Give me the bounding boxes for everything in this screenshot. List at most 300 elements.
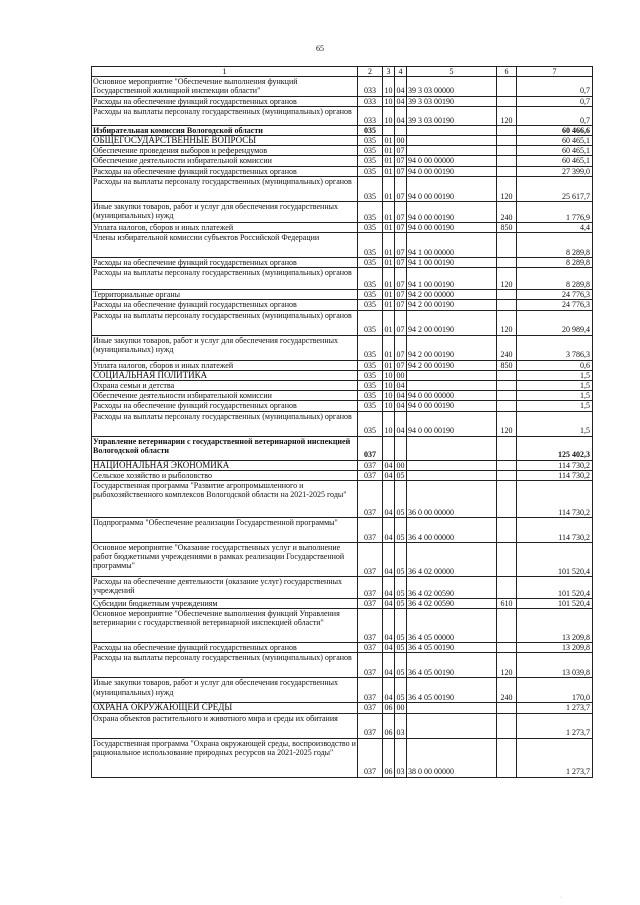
cell-c3: 04	[383, 653, 395, 678]
cell-c2: 037	[358, 518, 383, 543]
cell-c3: 01	[384, 258, 393, 268]
cell-c4: 07	[395, 201, 407, 222]
cell-c2: 037	[358, 577, 383, 599]
cell-name: Территориальные органы	[92, 290, 358, 300]
cell-c3: 04	[384, 643, 393, 653]
cell-name: Иные закупки товаров, работ и услуг для обеспечения государственных (муниципальных) нужд	[92, 678, 358, 703]
cell-c5: 39 3 03 00190	[407, 106, 497, 125]
cell-name: Основное мероприятие "Обеспечение выполнения функций Управления ветеринарии с государственной ветеринарной инспекцией области"	[92, 609, 358, 643]
cell-c3: 10	[384, 370, 393, 380]
cell-c7: 1 273,7	[517, 703, 593, 713]
cell-c5: 94 0 00 00190	[407, 176, 497, 201]
cell-c4: 05	[395, 653, 407, 678]
cell-c7: 114 730,2	[517, 460, 593, 470]
cell-c6: 120	[497, 176, 517, 201]
cell-c3	[383, 436, 395, 460]
cell-c4: 05	[395, 678, 407, 703]
cell-c3: 10	[383, 411, 395, 436]
table-row	[92, 577, 593, 599]
cell-name: Расходы на выплаты персоналу государственных (муниципальных) органов	[92, 268, 358, 290]
cell-c6: 120	[497, 268, 517, 290]
cell-c3: 01	[384, 156, 393, 166]
cell-c4: 03	[395, 713, 407, 738]
cell-c7: 101 520,4	[517, 543, 593, 577]
cell-name: Уплата налогов, сборов и иных платежей	[92, 360, 358, 370]
cell-c4: 05	[395, 543, 407, 577]
cell-name: СОЦИАЛЬНАЯ ПОЛИТИКА	[92, 370, 358, 380]
table-row	[92, 136, 593, 146]
cell-c3: 04	[383, 678, 395, 703]
cell-c5: 94 2 00 00190	[407, 310, 497, 335]
table-row	[92, 233, 593, 258]
cell-c5: 36 4 02 00000	[407, 543, 497, 577]
cell-c7: 60 465,1	[517, 156, 593, 166]
cell-c2: 037	[358, 703, 383, 713]
cell-c6	[497, 577, 517, 599]
cell-c5: 36 4 02 00590	[407, 599, 497, 609]
cell-c5	[407, 713, 497, 738]
cell-c7: 27 399,0	[517, 166, 593, 176]
cell-name: НАЦИОНАЛЬНАЯ ЭКОНОМИКА	[92, 460, 358, 470]
cell-c3: 06	[383, 713, 395, 738]
cell-c6: 610	[497, 599, 517, 609]
table-row	[92, 335, 593, 360]
cell-c6: 120	[497, 411, 517, 436]
cell-c4: 05	[396, 599, 405, 609]
cell-c2: 035	[358, 268, 383, 290]
cell-c4: 04	[396, 96, 405, 106]
table-row	[92, 391, 593, 401]
cell-c4: 05	[396, 643, 405, 653]
cell-c6	[497, 290, 517, 300]
cell-c2: 033	[358, 106, 383, 125]
cell-name: Расходы на выплаты персоналу государственных (муниципальных) органов	[92, 653, 358, 678]
cell-name: Основное мероприятие "Оказание государственных услуг и выполнение работ бюджетными учреждениями в рамках реализации Государственной программы"	[92, 543, 358, 577]
table-row	[92, 599, 593, 609]
cell-c3: 04	[384, 470, 393, 480]
cell-c3: 10	[384, 381, 393, 391]
cell-c6	[497, 136, 517, 146]
cell-c6	[497, 436, 517, 460]
cell-c5	[407, 436, 497, 460]
cell-name: Расходы на выплаты персоналу государственных (муниципальных) органов	[92, 176, 358, 201]
cell-c2: 035	[358, 300, 383, 310]
table-row	[92, 609, 593, 643]
cell-c5: 94 0 00 00190	[407, 222, 497, 232]
cell-c6: 240	[497, 678, 517, 703]
cell-c2: 037	[358, 738, 383, 777]
table-row	[92, 125, 593, 135]
table-body	[92, 77, 593, 777]
cell-c2: 035	[358, 136, 383, 146]
page-mark: ·	[560, 895, 562, 901]
cell-c6	[497, 518, 517, 543]
cell-c7: 0,7	[517, 77, 593, 96]
cell-c5: 94 0 00 00190	[407, 201, 497, 222]
cell-c5: 39 3 03 00190	[407, 96, 497, 106]
cell-c2: 033	[358, 77, 383, 96]
cell-c3: 06	[384, 703, 393, 713]
cell-name: Расходы на выплаты персоналу государственных (муниципальных) органов	[92, 411, 358, 436]
cell-c4: 05	[395, 577, 407, 599]
cell-c4: 05	[395, 609, 407, 643]
cell-c7: 1,5	[517, 381, 593, 391]
cell-c4: 07	[396, 156, 405, 166]
cell-c7: 13 039,8	[517, 653, 593, 678]
cell-c2: 037	[358, 599, 383, 609]
cell-c5	[407, 146, 497, 156]
header-cell-1: 1	[92, 67, 358, 77]
cell-c6: 120	[497, 653, 517, 678]
cell-c6	[497, 609, 517, 643]
table-row	[92, 166, 593, 176]
cell-c2: 035	[358, 401, 383, 411]
cell-c2: 033	[358, 96, 383, 106]
cell-c7: 114 730,2	[517, 470, 593, 480]
cell-c5: 94 2 00 00000	[407, 290, 497, 300]
cell-name: Иные закупки товаров, работ и услуг для обеспечения государственных (муниципальных) нужд	[92, 201, 358, 222]
cell-c5: 36 4 05 00190	[407, 643, 497, 653]
cell-c4: 03	[395, 738, 407, 777]
cell-c7: 60 466,6	[517, 125, 593, 135]
cell-name: Управление ветеринарии с государственной ветеринарной инспекцией Вологодской области	[92, 436, 358, 460]
cell-c6	[497, 77, 517, 96]
cell-c3: 06	[383, 738, 395, 777]
cell-name: Охрана объектов растительного и животного мира и среды их обитания	[92, 713, 358, 738]
table-row	[92, 106, 593, 125]
header-cell-3: 3	[383, 67, 395, 77]
cell-c6: 850	[497, 360, 517, 370]
cell-c2: 035	[358, 176, 383, 201]
cell-c2: 035	[358, 156, 383, 166]
cell-c7: 1 273,7	[517, 738, 593, 777]
cell-name: Члены избирательной комиссии субъектов Российской Федерации	[92, 233, 358, 258]
cell-c2: 035	[358, 370, 383, 380]
cell-c4: 05	[395, 481, 407, 518]
cell-c3: 01	[384, 136, 393, 146]
cell-c6	[497, 300, 517, 310]
table-row	[92, 310, 593, 335]
cell-c4: 00	[396, 136, 405, 146]
table-row	[92, 411, 593, 436]
cell-c7: 1,5	[517, 391, 593, 401]
cell-c4: 07	[395, 310, 407, 335]
cell-c3: 04	[383, 481, 395, 518]
cell-c7: 170,0	[517, 678, 593, 703]
cell-c5: 38 0 00 00000	[407, 738, 497, 777]
cell-c3: 04	[383, 543, 395, 577]
cell-c4: 00	[396, 370, 405, 380]
cell-c4: 04	[395, 106, 407, 125]
cell-c7: 0,7	[517, 106, 593, 125]
table-row	[92, 481, 593, 518]
table-row	[92, 146, 593, 156]
cell-c5: 36 0 00 00000	[407, 481, 497, 518]
cell-c4: 07	[396, 290, 405, 300]
table-row	[92, 156, 593, 166]
cell-c6	[497, 258, 517, 268]
cell-c5: 94 1 00 00000	[407, 233, 497, 258]
cell-c6	[497, 391, 517, 401]
cell-c2: 037	[358, 436, 383, 460]
cell-c6	[497, 703, 517, 713]
cell-c2: 035	[358, 166, 383, 176]
cell-c7: 3 786,3	[517, 335, 593, 360]
cell-c4: 07	[395, 233, 407, 258]
table-row	[92, 713, 593, 738]
cell-c7: 24 776,3	[517, 300, 593, 310]
cell-name: Расходы на выплаты персоналу государственных (муниципальных) органов	[92, 106, 358, 125]
cell-c2: 037	[358, 713, 383, 738]
cell-c7: 8 289,8	[517, 233, 593, 258]
cell-name: Расходы на обеспечение функций государственных органов	[92, 258, 358, 268]
cell-c2: 037	[358, 653, 383, 678]
cell-c5	[407, 125, 497, 135]
cell-c5	[407, 470, 497, 480]
cell-name: Государственная программа "Охрана окружающей среды, воспроизводство и рациональное использование природных ресурсов на 2021-2025 годы"	[92, 738, 358, 777]
cell-name: ОХРАНА ОКРУЖАЮЩЕЙ СРЕДЫ	[92, 703, 358, 713]
cell-c5	[407, 381, 497, 391]
cell-c7: 60 465,1	[517, 146, 593, 156]
cell-c3: 01	[383, 233, 395, 258]
cell-c2: 037	[358, 543, 383, 577]
table-header-row	[92, 67, 593, 77]
cell-c7: 1 776,9	[517, 201, 593, 222]
cell-c6: 120	[497, 106, 517, 125]
cell-c6	[497, 470, 517, 480]
cell-name: ОБЩЕГОСУДАРСТВЕННЫЕ ВОПРОСЫ	[92, 136, 358, 146]
cell-c4: 07	[396, 258, 405, 268]
cell-c5	[407, 703, 497, 713]
cell-c4: 04	[396, 401, 405, 411]
cell-name: Расходы на обеспечение функций государственных органов	[92, 166, 358, 176]
cell-c6	[497, 381, 517, 391]
cell-c2: 035	[358, 381, 383, 391]
table-row	[92, 77, 593, 96]
cell-c2: 037	[358, 678, 383, 703]
cell-c7: 13 209,8	[517, 609, 593, 643]
cell-c4: 04	[395, 77, 407, 96]
cell-c2: 035	[358, 391, 383, 401]
cell-c2: 037	[358, 460, 383, 470]
cell-c6: 240	[497, 335, 517, 360]
cell-c3: 01	[383, 201, 395, 222]
cell-c2: 037	[358, 643, 383, 653]
cell-c4	[395, 125, 407, 135]
cell-name: Сельское хозяйство и рыболовство	[92, 470, 358, 480]
cell-c3: 01	[383, 176, 395, 201]
cell-c2: 035	[358, 258, 383, 268]
cell-c4: 00	[396, 460, 405, 470]
cell-c4	[395, 436, 407, 460]
cell-name: Обеспечение деятельности избирательной комиссии	[92, 391, 358, 401]
cell-c5: 94 1 00 00190	[407, 268, 497, 290]
table-row	[92, 176, 593, 201]
cell-c5: 36 4 00 00000	[407, 518, 497, 543]
table-row	[92, 518, 593, 543]
cell-c5: 94 0 00 00190	[407, 401, 497, 411]
cell-c7: 8 289,8	[517, 268, 593, 290]
cell-name: Избирательная комиссия Вологодской области	[92, 125, 358, 135]
table-row	[92, 653, 593, 678]
cell-c6	[497, 125, 517, 135]
cell-c4: 07	[395, 268, 407, 290]
cell-c2: 035	[358, 146, 383, 156]
cell-name: Расходы на обеспечение функций государственных органов	[92, 401, 358, 411]
cell-c6	[497, 460, 517, 470]
cell-c4: 07	[396, 360, 405, 370]
cell-c6: 120	[497, 310, 517, 335]
cell-c4: 00	[396, 703, 405, 713]
cell-c7: 1,5	[517, 411, 593, 436]
table-row	[92, 543, 593, 577]
table-row	[92, 401, 593, 411]
cell-c4: 07	[395, 176, 407, 201]
cell-c2: 035	[358, 125, 383, 135]
cell-c3: 01	[384, 360, 393, 370]
cell-c3: 01	[384, 166, 393, 176]
cell-name: Расходы на выплаты персоналу государственных (муниципальных) органов	[92, 310, 358, 335]
cell-c5: 94 0 00 00000	[407, 156, 497, 166]
cell-c6	[497, 713, 517, 738]
cell-c7: 1 273,7	[517, 713, 593, 738]
cell-c5: 94 0 00 00190	[407, 166, 497, 176]
table-row	[92, 460, 593, 470]
header-cell-7: 7	[517, 67, 593, 77]
cell-c6	[497, 166, 517, 176]
cell-c2: 035	[358, 233, 383, 258]
cell-c6: 240	[497, 201, 517, 222]
table-row	[92, 290, 593, 300]
cell-c4: 04	[396, 391, 405, 401]
cell-c3: 01	[384, 300, 393, 310]
cell-c3: 10	[383, 106, 395, 125]
cell-c5: 94 2 00 00190	[407, 360, 497, 370]
cell-c6	[497, 156, 517, 166]
cell-c7: 0,6	[517, 360, 593, 370]
cell-c6	[497, 643, 517, 653]
cell-c5: 36 4 05 00190	[407, 678, 497, 703]
table-row	[92, 360, 593, 370]
cell-c6	[497, 481, 517, 518]
cell-c7: 114 730,2	[517, 481, 593, 518]
cell-c3: 10	[384, 391, 393, 401]
cell-c3: 01	[383, 310, 395, 335]
cell-name: Расходы на обеспечение функций государственных органов	[92, 96, 358, 106]
cell-c6	[497, 543, 517, 577]
cell-c2: 035	[358, 411, 383, 436]
cell-c3: 01	[384, 290, 393, 300]
header-cell-6: 6	[497, 67, 517, 77]
cell-c7: 4,4	[517, 222, 593, 232]
cell-c3: 10	[384, 401, 393, 411]
table-row	[92, 222, 593, 232]
cell-c6	[497, 233, 517, 258]
cell-c2: 037	[358, 470, 383, 480]
cell-name: Расходы на обеспечение функций государственных органов	[92, 300, 358, 310]
cell-c3: 01	[383, 335, 395, 360]
budget-table	[91, 66, 593, 778]
cell-c5: 36 4 02 00590	[407, 577, 497, 599]
cell-c7: 1,5	[517, 401, 593, 411]
cell-c5: 94 0 00 00000	[407, 391, 497, 401]
cell-c5	[407, 136, 497, 146]
cell-name: Расходы на обеспечение деятельности (оказание услуг) государственных учреждений	[92, 577, 358, 599]
cell-c3: 04	[384, 599, 393, 609]
table-row	[92, 201, 593, 222]
table-row	[92, 436, 593, 460]
cell-c6	[497, 96, 517, 106]
cell-name: Государственная программа "Развитие агропромышленного и рыбохозяйственного комплексов Вологодской области на 2021-2025 годы"	[92, 481, 358, 518]
table-row	[92, 96, 593, 106]
cell-c7: 125 402,3	[517, 436, 593, 460]
cell-c4: 07	[396, 146, 405, 156]
cell-c2: 035	[358, 360, 383, 370]
cell-c2: 035	[358, 201, 383, 222]
cell-c7: 24 776,3	[517, 290, 593, 300]
cell-c4: 05	[396, 470, 405, 480]
cell-name: Основное мероприятие "Обеспечение выполнения функций Государственной жилищной инспекции области"	[92, 77, 358, 96]
header-cell-5: 5	[407, 67, 497, 77]
cell-c7: 25 617,7	[517, 176, 593, 201]
cell-c3: 01	[383, 268, 395, 290]
cell-c5: 94 2 00 00190	[407, 335, 497, 360]
page-number: 65	[316, 44, 324, 53]
table-row	[92, 381, 593, 391]
cell-c4: 07	[396, 166, 405, 176]
cell-c7: 1,5	[517, 370, 593, 380]
cell-c5: 94 0 00 00190	[407, 411, 497, 436]
cell-c5: 94 1 00 00190	[407, 258, 497, 268]
cell-c3: 04	[383, 518, 395, 543]
cell-c4: 07	[395, 335, 407, 360]
table-row	[92, 258, 593, 268]
cell-c2: 035	[358, 290, 383, 300]
cell-c7: 114 730,2	[517, 518, 593, 543]
cell-c5: 39 3 03 00000	[407, 77, 497, 96]
cell-c5	[407, 370, 497, 380]
cell-c4: 04	[395, 411, 407, 436]
cell-c3	[383, 125, 395, 135]
table-row	[92, 738, 593, 777]
cell-c6: 850	[497, 222, 517, 232]
cell-c7: 8 289,8	[517, 258, 593, 268]
cell-c5	[407, 460, 497, 470]
cell-name: Субсидии бюджетным учреждениям	[92, 599, 358, 609]
table-row	[92, 703, 593, 713]
cell-c6	[497, 370, 517, 380]
cell-name: Иные закупки товаров, работ и услуг для обеспечения государственных (муниципальных) нужд	[92, 335, 358, 360]
table-row	[92, 300, 593, 310]
cell-c7: 60 465,1	[517, 136, 593, 146]
table-row	[92, 470, 593, 480]
cell-c3: 10	[383, 77, 395, 96]
table-row	[92, 643, 593, 653]
cell-c6	[497, 401, 517, 411]
cell-c7: 20 989,4	[517, 310, 593, 335]
cell-c4: 05	[395, 518, 407, 543]
cell-name: Обеспечение деятельности избирательной комиссии	[92, 156, 358, 166]
cell-c7: 101 520,4	[517, 577, 593, 599]
table-row	[92, 678, 593, 703]
cell-c3: 10	[384, 96, 393, 106]
table-row	[92, 268, 593, 290]
cell-name: Расходы на обеспечение функций государственных органов	[92, 643, 358, 653]
table-row	[92, 370, 593, 380]
cell-name: Уплата налогов, сборов и иных платежей	[92, 222, 358, 232]
cell-c6	[497, 146, 517, 156]
cell-c5: 36 4 05 00000	[407, 609, 497, 643]
